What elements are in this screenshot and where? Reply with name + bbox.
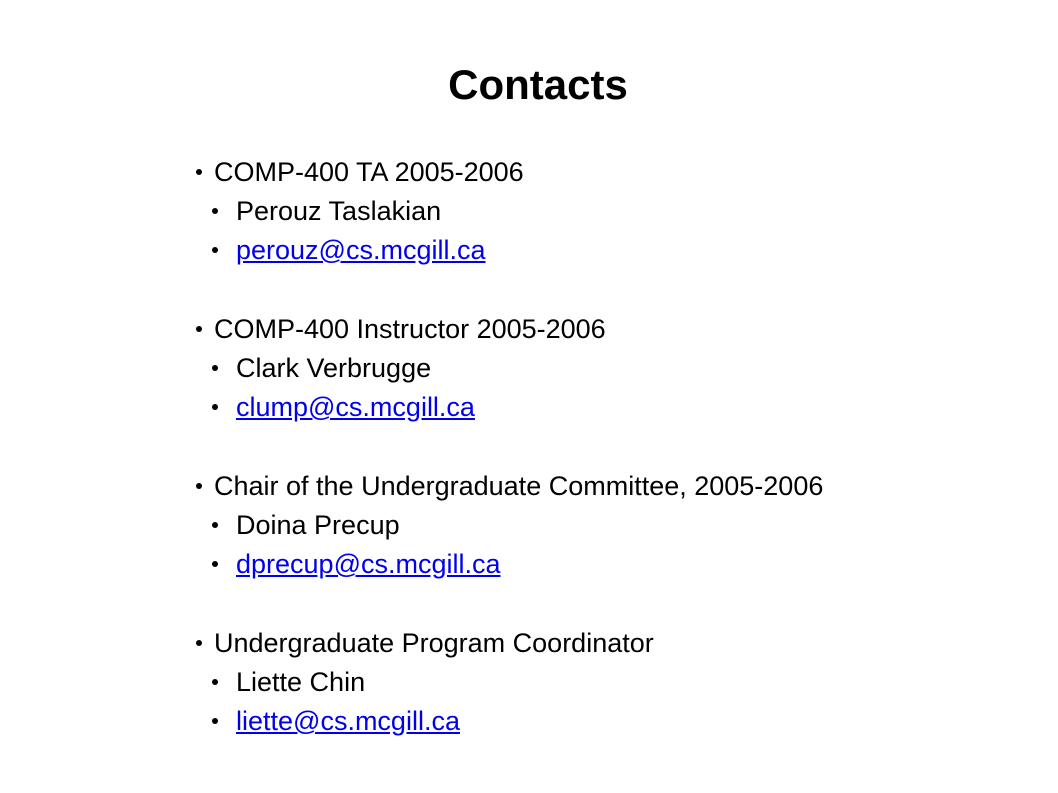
bullet-icon [196,169,202,175]
bullet-icon [212,365,218,371]
contact-role [190,469,950,503]
bullet-icon [196,326,202,332]
email-link[interactable]: dprecup@cs.mcgill.ca [236,549,501,579]
contact-role-label: Chair of the Undergraduate Committee, 2005-2006 [214,471,824,501]
contact-group-instructor [190,312,950,424]
contact-name-label: Doina Precup [236,510,400,540]
bullet-icon [212,247,218,253]
contact-role [190,626,950,660]
contact-email [190,390,950,424]
bullet-icon [212,718,218,724]
contact-role [190,155,950,189]
bullet-icon [212,208,218,214]
email-link[interactable]: perouz@cs.mcgill.ca [236,235,486,265]
contact-name-label: Liette Chin [236,667,366,697]
contact-group-chair [190,469,950,581]
contact-group-ta [190,155,950,267]
email-link[interactable]: clump@cs.mcgill.ca [236,392,475,422]
contact-role [190,312,950,346]
contact-name [190,665,950,699]
contact-list [190,155,950,743]
contact-name-label: Clark Verbrugge [236,353,432,383]
contact-name [190,351,950,385]
bullet-icon [212,679,218,685]
contact-name [190,194,950,228]
contact-role-label: COMP-400 Instructor 2005-2006 [214,314,606,344]
contact-name-label: Perouz Taslakian [236,196,442,226]
bullet-icon [212,522,218,528]
contact-group-coordinator [190,626,950,738]
page-title: Contacts [448,61,628,108]
contact-email [190,233,950,267]
contact-name [190,508,950,542]
contact-email [190,547,950,581]
contact-email [190,704,950,738]
bullet-icon [212,561,218,567]
bullet-icon [196,640,202,646]
email-link[interactable]: liette@cs.mcgill.ca [236,706,460,736]
bullet-icon [212,404,218,410]
contact-role-label: COMP-400 TA 2005-2006 [214,157,524,187]
bullet-icon [196,483,202,489]
contact-role-label: Undergraduate Program Coordinator [214,628,654,658]
